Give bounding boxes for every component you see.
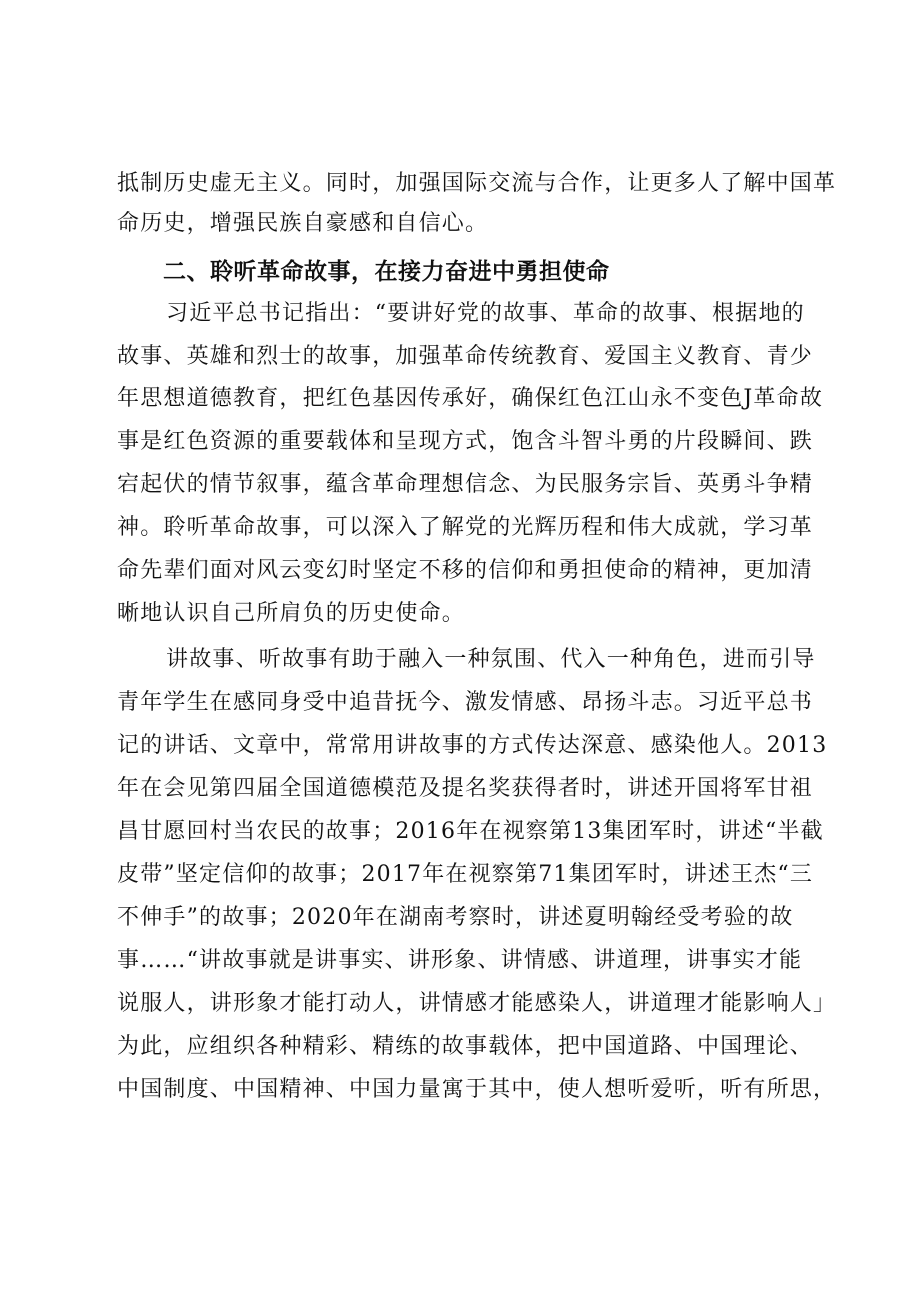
body-text-line: 宕起伏的情节叙事，蕴含革命理想信念、为民服务宗旨、英勇斗争精 xyxy=(117,472,814,497)
body-text-line: 晰地认识自己所肩负的历史使命。 xyxy=(117,601,466,626)
body-text-line: 昌甘愿回村当农民的故事；2016年在视察第13集团军时，讲述“半截 xyxy=(117,819,824,844)
body-text-line: 年思想道德教育，把红色基因传承好，确保红色江山永不变色J革命故 xyxy=(117,386,824,411)
body-text-line: 事……“讲故事就是讲事实、讲形象、讲情感、讲道理，讲事实才能 xyxy=(117,948,803,973)
body-text-line: 命历史，增强民族自豪感和自信心。 xyxy=(117,211,489,236)
body-text-line: 年在会见第四届全国道德模范及提名奖获得者时，讲述开国将军甘祖 xyxy=(117,776,814,801)
body-text-line: 事是红色资源的重要载体和呈现方式，饱含斗智斗勇的片段瞬间、跌 xyxy=(117,429,814,454)
body-text-line: 记的讲话、文章中，常常用讲故事的方式传达深意、感染他人。2013 xyxy=(117,733,828,758)
body-text-line: 青年学生在感同身受中追昔抚今、激发情感、昂扬斗志。习近平总书 xyxy=(117,690,814,715)
body-text-line: 神。聆听革命故事，可以深入了解党的光辉历程和伟大成就，学习革 xyxy=(117,515,814,540)
body-text-line: 故事、英雄和烈士的故事，加强革命传统教育、爱国主义教育、青少 xyxy=(117,344,814,369)
body-text-line: 习近平总书记指出：“要讲好党的故事、革命的故事、根据地的 xyxy=(166,301,805,326)
body-text-line: 讲故事、听故事有助于融入一种氛围、代入一种角色，进而引导 xyxy=(166,647,816,672)
body-text-line: 不伸手”的故事；2020年在湖南考察时，讲述夏明翰经受考验的故 xyxy=(117,905,794,930)
body-text-line: 命先辈们面对风云变幻时坚定不移的信仰和勇担使命的精神，更加清 xyxy=(117,558,814,583)
section-heading: 二、聆听革命故事，在接力奋进中勇担使命 xyxy=(163,259,610,285)
body-text-line: 皮带”坚定信仰的故事；2017年在视察第71集团军时，讲述王杰“三 xyxy=(117,862,814,887)
body-text-line: 说服人，讲形象才能打动人，讲情感才能感染人，讲道理才能影响人」 xyxy=(117,991,837,1016)
body-text-line: 抵制历史虚无主义。同时，加强国际交流与合作，让更多人了解中国革 xyxy=(117,171,837,196)
body-text-line: 中国制度、中国精神、中国力量寓于其中，使人想听爱听，听有所思， xyxy=(117,1077,837,1102)
body-text-line: 为此，应组织各种精彩、精练的故事载体，把中国道路、中国理论、 xyxy=(117,1034,814,1059)
